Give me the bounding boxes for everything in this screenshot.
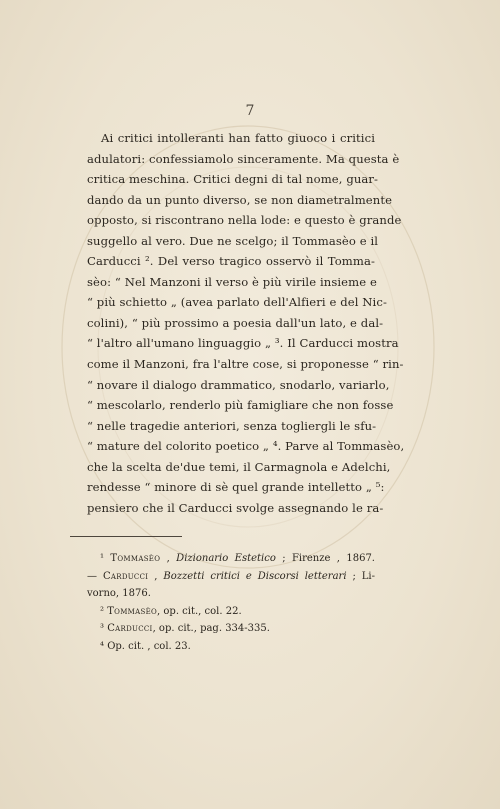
footnote-3 [87, 620, 375, 638]
footnote-author: Tommasèo [107, 605, 158, 617]
footnote-author: Carducci [107, 623, 153, 634]
body-line: dando da un punto diverso, se non diametralmente [87, 192, 393, 207]
footnote-marker: ¹ [100, 553, 105, 564]
footnote-marker: ² [100, 605, 105, 617]
body-line: “ l'altro all'umano linguaggio „ ³. Il Carducci mostra [87, 336, 399, 351]
body-line: “ mature del colorito poetico „ ⁴. Parve al Tommasèo, [87, 439, 405, 454]
body-line: rendesse “ minore di sè quel grande intelletto „ ⁵: [87, 480, 385, 495]
footnote-detail: , op. cit., col. 22. [157, 605, 242, 617]
body-line: Carducci ². Del verso tragico osservò il Tomma- [87, 254, 375, 269]
body-line: come il Manzoni, fra l'altre cose, si proponesse “ rin- [87, 357, 404, 372]
body-line: “ mescolarlo, renderlo più famigliare che non fosse [87, 398, 394, 413]
footnote-2 [87, 603, 375, 621]
page-number: 7 [245, 103, 255, 119]
footnote-rule [70, 536, 182, 537]
footnote-author: Tommasèo [110, 553, 161, 564]
footnote-detail: ; Li- [346, 570, 375, 582]
footnote-marker: ⁴ [100, 640, 105, 652]
body-line: che la scelta de'due temi, il Carmagnola e Adelchi, [87, 459, 391, 474]
footnote-title: Dizionario Estetico [176, 553, 276, 564]
body-line: critica meschina. Critici degni di tal nome, guar- [87, 172, 379, 187]
body-line: adulatori: confessiamolo sinceramente. Ma questa è [87, 151, 400, 166]
body-line: colini), “ più prossimo a poesia dall'un lato, e dal- [87, 315, 384, 330]
footnote-author: Carducci [102, 570, 149, 582]
body-line: “ nelle tragedie anteriori, senza togliergli le sfu- [87, 418, 377, 433]
footnotes [87, 550, 375, 655]
footnote-4 [87, 638, 375, 656]
footnote-marker: ³ [100, 623, 105, 634]
footnote-1-line-3: vorno, 1876. [87, 588, 151, 599]
body-line: sèo: “ Nel Manzoni il verso è più virile insieme e [87, 274, 377, 289]
footnote-detail: , op. cit., pag. 334-335. [152, 623, 270, 634]
body-line: pensiero che il Carducci svolge assegnando le ra- [87, 500, 384, 515]
body-line: “ più schietto „ (avea parlato dell'Alfieri e del Nic- [87, 295, 387, 310]
footnote-separator: , [148, 570, 164, 582]
body-line: suggello al vero. Due ne scelgo; il Tommasèo e il [87, 233, 379, 248]
footnote-dash: — [87, 570, 103, 582]
body-line: Ai critici intolleranti han fatto giuoco i critici [101, 131, 375, 145]
footnote-detail: Op. cit. , col. 23. [107, 640, 191, 652]
footnote-title: Bozzetti critici e Discorsi letterari [163, 570, 347, 582]
body-line: “ novare il dialogo drammatico, snodarlo, variarlo, [87, 377, 390, 392]
body-line: opposto, si riscontrano nella lode: e questo è grande [87, 213, 402, 228]
footnote-1-line-2 [87, 568, 375, 586]
footnote-1 [87, 550, 375, 568]
footnote-detail: ; Firenze , 1867. [275, 553, 375, 564]
body-text [87, 128, 405, 518]
footnote-separator: , [160, 553, 177, 564]
